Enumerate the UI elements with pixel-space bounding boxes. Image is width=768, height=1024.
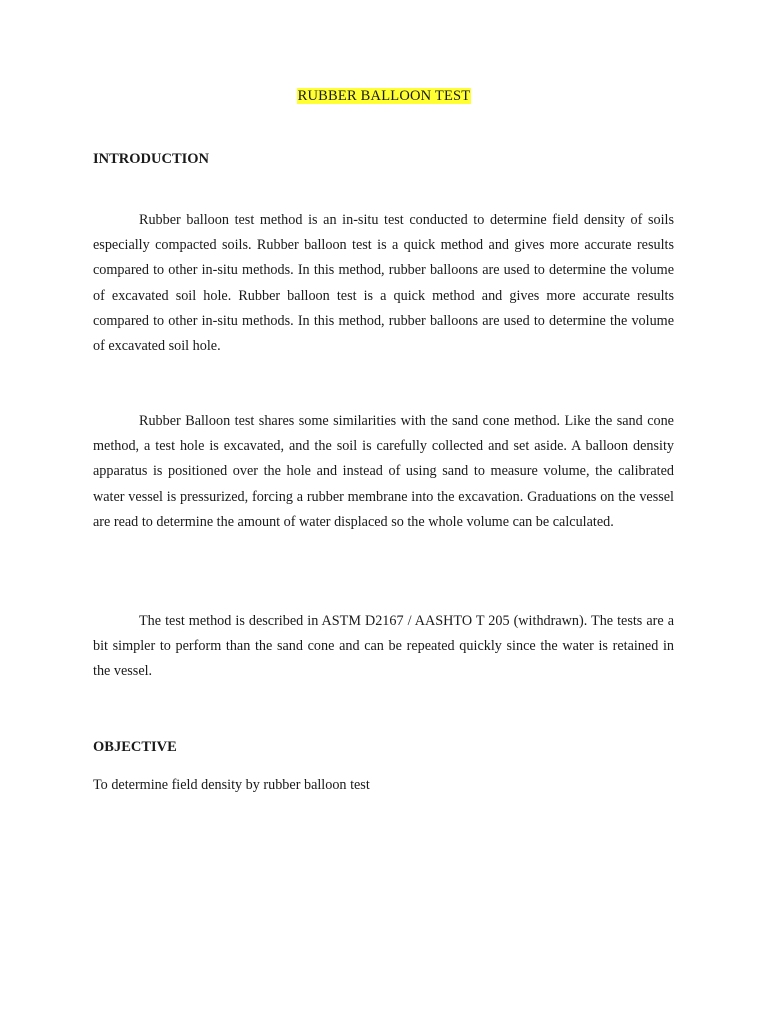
introduction-heading: INTRODUCTION [93,151,210,167]
introduction-paragraph-3: The test method is described in ASTM D2167 / AASHTO T 205 (withdrawn). The tests are a bit simpler to perform than the sand cone and can be repeated quickly since the water is retained in the vessel. [93,613,674,680]
objective-heading: OBJECTIVE [93,739,177,755]
introduction-paragraph-2: Rubber Balloon test shares some similarities with the sand cone method. Like the sand cone method, a test hole is excavated, and the soil is carefully collected and set aside. A balloon density apparatus is positioned over the hole and instead of using sand to measure volume, the calibrated water vessel is pressurized, forcing a rubber membrane into the excavation. Graduations on the vessel are read to determine the amount of water displaced so the whole volume can be calculated. [93,413,674,530]
objective-text: To determine field density by rubber balloon test [93,777,370,793]
document-title [0,86,768,106]
introduction-paragraph-1: Rubber balloon test method is an in-situ test conducted to determine field density of soils especially compacted soils. Rubber balloon test is a quick method and gives more accurate results compared to other in-situ methods. In this method, rubber balloons are used to determine the volume of excavated soil hole. Rubber balloon test is a quick method and gives more accurate results compared to other in-situ methods. In this method, rubber balloons are used to determine the volume of excavated soil hole. [93,212,674,355]
document-title-text: RUBBER BALLOON TEST [297,88,471,104]
